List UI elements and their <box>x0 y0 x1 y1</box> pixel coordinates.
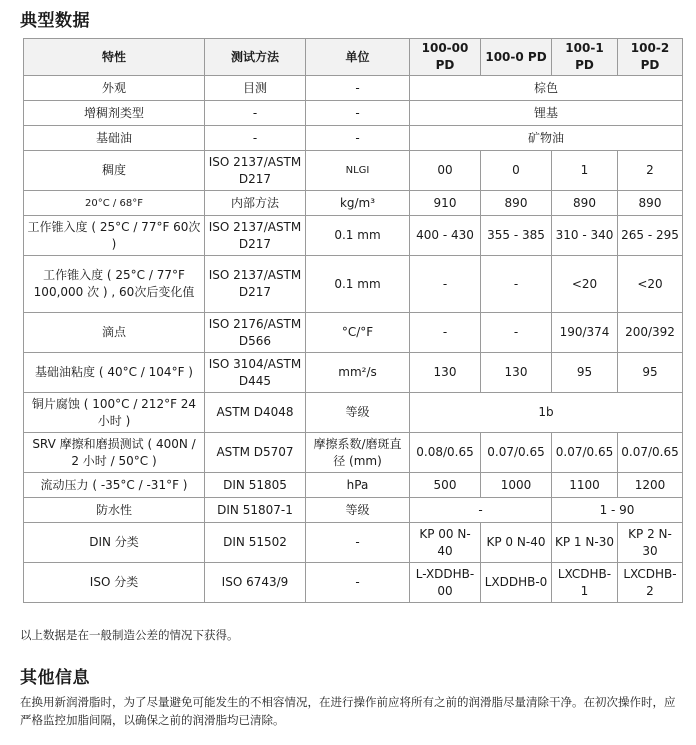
value-cell: 500 <box>410 473 481 498</box>
column-header: 特性 <box>24 39 205 76</box>
unit-cell: hPa <box>306 473 410 498</box>
method-cell: - <box>205 101 306 126</box>
table-row <box>24 498 683 523</box>
value-cell: 0.07/0.65 <box>481 433 552 473</box>
property-cell: 基础油粘度 ( 40°C / 104°F ) <box>24 353 205 393</box>
method-cell: ISO 3104/ASTM D445 <box>205 353 306 393</box>
table-row <box>24 563 683 603</box>
property-cell: 稠度 <box>24 151 205 191</box>
unit-cell: kg/m³ <box>306 191 410 216</box>
value-cell: <20 <box>618 256 683 313</box>
value-cell: KP 0 N-40 <box>481 523 552 563</box>
value-cell: 1000 <box>481 473 552 498</box>
value-cell: KP 00 N-40 <box>410 523 481 563</box>
table-row <box>24 191 683 216</box>
method-cell: ISO 2137/ASTM D217 <box>205 151 306 191</box>
method-cell: ISO 6743/9 <box>205 563 306 603</box>
column-header: 100-00 PD <box>410 39 481 76</box>
value-cell: LXCDHB-2 <box>618 563 683 603</box>
method-cell: ASTM D5707 <box>205 433 306 473</box>
property-cell: 滴点 <box>24 313 205 353</box>
value-cell: 130 <box>481 353 552 393</box>
unit-cell: - <box>306 563 410 603</box>
typical-data-table <box>23 38 683 603</box>
column-header: 测试方法 <box>205 39 306 76</box>
method-cell: DIN 51807-1 <box>205 498 306 523</box>
property-cell: 工作锥入度 ( 25°C / 77°F 100,000 次 ) , 60次后变化值 <box>24 256 205 313</box>
value-cell: 265 - 295 <box>618 216 683 256</box>
unit-cell: - <box>306 76 410 101</box>
value-cell: 0.07/0.65 <box>552 433 618 473</box>
table-header-row <box>24 39 683 76</box>
unit-cell: 等级 <box>306 498 410 523</box>
value-cell: 890 <box>481 191 552 216</box>
property-cell: 流动压力 ( -35°C / -31°F ) <box>24 473 205 498</box>
table-row <box>24 76 683 101</box>
value-cell: 190/374 <box>552 313 618 353</box>
table-row <box>24 216 683 256</box>
value-cell: 310 - 340 <box>552 216 618 256</box>
property-cell: SRV 摩擦和磨损测试 ( 400N / 2 小时 / 50°C ) <box>24 433 205 473</box>
table-row <box>24 126 683 151</box>
column-header: 100-1 PD <box>552 39 618 76</box>
merged-value-cell: 矿物油 <box>410 126 683 151</box>
property-cell: 20°C / 68°F <box>24 191 205 216</box>
merged-value-cell: 棕色 <box>410 76 683 101</box>
value-cell: LXDDHB-0 <box>481 563 552 603</box>
property-cell: 铜片腐蚀 ( 100°C / 212°F 24小时 ) <box>24 393 205 433</box>
value-cell: 1100 <box>552 473 618 498</box>
unit-cell: mm²/s <box>306 353 410 393</box>
value-cell: - <box>410 256 481 313</box>
method-cell: 内部方法 <box>205 191 306 216</box>
heading-typical-data: 典型数据 <box>20 11 90 31</box>
unit-cell: 0.1 mm <box>306 216 410 256</box>
value-cell: 890 <box>618 191 683 216</box>
method-cell: ISO 2137/ASTM D217 <box>205 256 306 313</box>
unit-cell: °C/°F <box>306 313 410 353</box>
table-row <box>24 393 683 433</box>
value-cell: KP 2 N-30 <box>618 523 683 563</box>
value-cell: 95 <box>618 353 683 393</box>
method-cell: ASTM D4048 <box>205 393 306 433</box>
table-row <box>24 523 683 563</box>
table-row <box>24 101 683 126</box>
column-header: 100-0 PD <box>481 39 552 76</box>
method-cell: DIN 51502 <box>205 523 306 563</box>
table-footnote: 以上数据是在一般制造公差的情况下获得。 <box>20 628 239 642</box>
value-cell: 1200 <box>618 473 683 498</box>
method-cell: ISO 2137/ASTM D217 <box>205 216 306 256</box>
merged-value-cell: 1b <box>410 393 683 433</box>
unit-cell: - <box>306 523 410 563</box>
column-header: 100-2 PD <box>618 39 683 76</box>
table-row <box>24 433 683 473</box>
value-cell: 400 - 430 <box>410 216 481 256</box>
value-cell: 910 <box>410 191 481 216</box>
unit-cell: 0.1 mm <box>306 256 410 313</box>
value-cell: 355 - 385 <box>481 216 552 256</box>
value-cell: 200/392 <box>618 313 683 353</box>
value-cell: <20 <box>552 256 618 313</box>
value-cell: 00 <box>410 151 481 191</box>
value-cell: LXCDHB-1 <box>552 563 618 603</box>
unit-cell: NLGI <box>306 151 410 191</box>
value-cell: - <box>481 256 552 313</box>
value-cell: 130 <box>410 353 481 393</box>
value-cell: KP 1 N-30 <box>552 523 618 563</box>
unit-cell: 摩擦系数/磨斑直径 (mm) <box>306 433 410 473</box>
property-cell: 防水性 <box>24 498 205 523</box>
merged-value-cell: - <box>410 498 552 523</box>
property-cell: 增稠剂类型 <box>24 101 205 126</box>
table-row <box>24 353 683 393</box>
method-cell: DIN 51805 <box>205 473 306 498</box>
heading-other-info: 其他信息 <box>20 668 90 688</box>
property-cell: 基础油 <box>24 126 205 151</box>
table-row <box>24 256 683 313</box>
value-cell: - <box>481 313 552 353</box>
unit-cell: - <box>306 126 410 151</box>
value-cell: 0.07/0.65 <box>618 433 683 473</box>
column-header: 单位 <box>306 39 410 76</box>
unit-cell: - <box>306 101 410 126</box>
other-info-paragraph: 在换用新润滑脂时，为了尽量避免可能发生的不相容情况，在进行操作前应将所有之前的润滑脂尽量清除干净。在初次操作时，应严格监控加脂间隔，以确保之前的润滑脂均已清除。 <box>20 695 676 727</box>
value-cell: 95 <box>552 353 618 393</box>
unit-cell: 等级 <box>306 393 410 433</box>
method-cell: - <box>205 126 306 151</box>
table-row <box>24 151 683 191</box>
merged-value-cell: 锂基 <box>410 101 683 126</box>
value-cell: 0.08/0.65 <box>410 433 481 473</box>
value-cell: 0 <box>481 151 552 191</box>
property-cell: ISO 分类 <box>24 563 205 603</box>
value-cell: L-XDDHB-00 <box>410 563 481 603</box>
property-cell: 外观 <box>24 76 205 101</box>
merged-value-cell: 1 - 90 <box>552 498 683 523</box>
value-cell: 890 <box>552 191 618 216</box>
method-cell: 目测 <box>205 76 306 101</box>
property-cell: DIN 分类 <box>24 523 205 563</box>
value-cell: 2 <box>618 151 683 191</box>
property-cell: 工作锥入度 ( 25°C / 77°F 60次 ) <box>24 216 205 256</box>
table-row <box>24 473 683 498</box>
table-row <box>24 313 683 353</box>
value-cell: - <box>410 313 481 353</box>
value-cell: 1 <box>552 151 618 191</box>
method-cell: ISO 2176/ASTM D566 <box>205 313 306 353</box>
